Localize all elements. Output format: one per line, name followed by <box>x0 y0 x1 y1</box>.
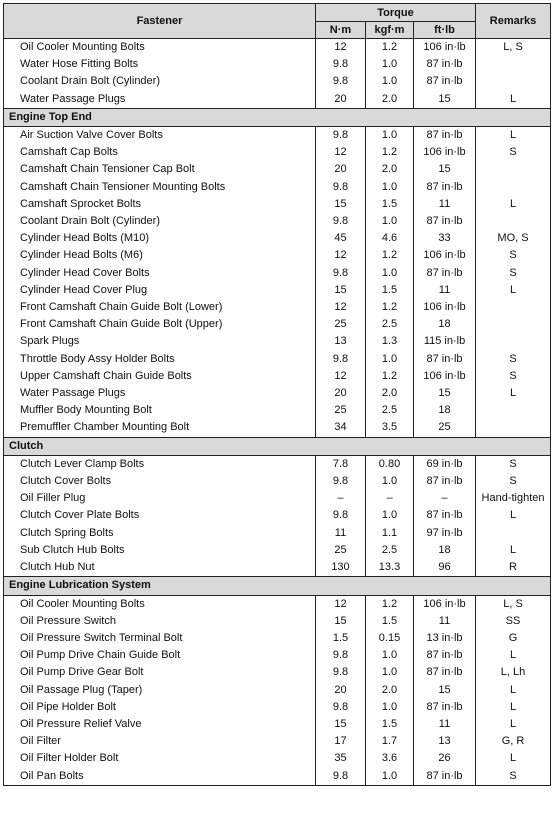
torque-column-header: Torque <box>316 4 476 22</box>
torque-kgfm: 3.5 <box>366 419 414 437</box>
fastener-name: Front Camshaft Chain Guide Bolt (Upper) <box>4 316 316 333</box>
torque-kgfm: 1.0 <box>366 73 414 90</box>
torque-nm: 25 <box>316 402 366 419</box>
fastener-name: Oil Filter <box>4 733 316 750</box>
torque-kgfm: 2.0 <box>366 91 414 109</box>
section-header-row <box>4 577 551 595</box>
fastener-name: Premuffler Chamber Mounting Bolt <box>4 419 316 437</box>
fastener-name: Clutch Lever Clamp Bolts <box>4 455 316 473</box>
remarks-cell: L <box>476 127 551 145</box>
remarks-cell: L <box>476 507 551 524</box>
remarks-cell: L <box>476 647 551 664</box>
torque-nm: 20 <box>316 385 366 402</box>
torque-ftlb: 106 in·lb <box>414 299 476 316</box>
torque-ftlb: 18 <box>414 316 476 333</box>
remarks-cell: Hand-tighten <box>476 490 551 507</box>
torque-ftlb: 13 in·lb <box>414 630 476 647</box>
table-row <box>4 716 551 733</box>
torque-ftlb: 87 in·lb <box>414 768 476 786</box>
torque-ftlb: 87 in·lb <box>414 73 476 90</box>
torque-kgfm: 1.2 <box>366 39 414 57</box>
torque-ftlb: 18 <box>414 542 476 559</box>
torque-nm: 20 <box>316 682 366 699</box>
torque-nm: 130 <box>316 559 366 577</box>
torque-ftlb: 87 in·lb <box>414 351 476 368</box>
remarks-cell <box>476 402 551 419</box>
table-row <box>4 525 551 542</box>
fastener-name: Sub Clutch Hub Bolts <box>4 542 316 559</box>
torque-kgfm: 2.5 <box>366 402 414 419</box>
table-row <box>4 733 551 750</box>
table-row <box>4 179 551 196</box>
torque-kgfm: 2.5 <box>366 542 414 559</box>
torque-kgfm: 1.2 <box>366 299 414 316</box>
torque-kgfm: 1.0 <box>366 213 414 230</box>
torque-ftlb: 106 in·lb <box>414 39 476 57</box>
remarks-cell <box>476 213 551 230</box>
torque-kgfm: 1.5 <box>366 282 414 299</box>
torque-kgfm: 4.6 <box>366 230 414 247</box>
table-row <box>4 559 551 577</box>
torque-ftlb: 87 in·lb <box>414 213 476 230</box>
fastener-name: Coolant Drain Bolt (Cylinder) <box>4 73 316 90</box>
section-header-row <box>4 108 551 126</box>
torque-ftlb: 106 in·lb <box>414 368 476 385</box>
fastener-name: Oil Pressure Switch <box>4 613 316 630</box>
torque-ftlb: 69 in·lb <box>414 455 476 473</box>
unit-nm-header: N·m <box>316 22 366 39</box>
remarks-cell: L <box>476 682 551 699</box>
fastener-name: Camshaft Chain Tensioner Mounting Bolts <box>4 179 316 196</box>
remarks-cell <box>476 333 551 350</box>
table-row <box>4 682 551 699</box>
fastener-name: Oil Pump Drive Gear Bolt <box>4 664 316 681</box>
fastener-name: Air Suction Valve Cover Bolts <box>4 127 316 145</box>
torque-nm: 12 <box>316 39 366 57</box>
torque-kgfm: 0.80 <box>366 455 414 473</box>
fastener-name: Coolant Drain Bolt (Cylinder) <box>4 213 316 230</box>
remarks-cell: L <box>476 542 551 559</box>
torque-ftlb: 15 <box>414 91 476 109</box>
torque-kgfm: 1.0 <box>366 699 414 716</box>
table-row <box>4 39 551 57</box>
fastener-name: Cylinder Head Cover Plug <box>4 282 316 299</box>
section-header-row <box>4 437 551 455</box>
torque-ftlb: 11 <box>414 196 476 213</box>
fastener-name: Camshaft Sprocket Bolts <box>4 196 316 213</box>
torque-kgfm: 1.2 <box>366 247 414 264</box>
torque-nm: 9.8 <box>316 213 366 230</box>
torque-kgfm: 1.1 <box>366 525 414 542</box>
table-row <box>4 127 551 145</box>
torque-ftlb: 96 <box>414 559 476 577</box>
torque-nm: 12 <box>316 299 366 316</box>
fastener-name: Camshaft Chain Tensioner Cap Bolt <box>4 161 316 178</box>
torque-ftlb: 13 <box>414 733 476 750</box>
torque-nm: 9.8 <box>316 351 366 368</box>
remarks-cell: S <box>476 265 551 282</box>
table-row <box>4 230 551 247</box>
table-row <box>4 385 551 402</box>
torque-kgfm: 1.3 <box>366 333 414 350</box>
torque-kgfm: 1.0 <box>366 664 414 681</box>
remarks-cell: S <box>476 473 551 490</box>
torque-kgfm: 1.0 <box>366 265 414 282</box>
unit-ftlb-header: ft·lb <box>414 22 476 39</box>
fastener-name: Clutch Hub Nut <box>4 559 316 577</box>
fastener-name: Oil Filler Plug <box>4 490 316 507</box>
section-title: Clutch <box>4 437 551 455</box>
table-row <box>4 699 551 716</box>
torque-nm: 25 <box>316 542 366 559</box>
fastener-name: Water Passage Plugs <box>4 91 316 109</box>
torque-nm: 15 <box>316 716 366 733</box>
fastener-name: Clutch Spring Bolts <box>4 525 316 542</box>
torque-ftlb: 87 in·lb <box>414 56 476 73</box>
fastener-name: Oil Filter Holder Bolt <box>4 750 316 767</box>
torque-table <box>3 3 551 786</box>
torque-kgfm: 1.0 <box>366 768 414 786</box>
torque-ftlb: 106 in·lb <box>414 144 476 161</box>
torque-ftlb: 11 <box>414 716 476 733</box>
table-row <box>4 213 551 230</box>
torque-kgfm: 2.0 <box>366 385 414 402</box>
torque-ftlb: 26 <box>414 750 476 767</box>
torque-nm: 17 <box>316 733 366 750</box>
remarks-cell <box>476 299 551 316</box>
fastener-name: Oil Pressure Relief Valve <box>4 716 316 733</box>
remarks-cell: MO, S <box>476 230 551 247</box>
torque-ftlb: 115 in·lb <box>414 333 476 350</box>
torque-kgfm: 1.0 <box>366 179 414 196</box>
remarks-cell <box>476 419 551 437</box>
torque-ftlb: 87 in·lb <box>414 507 476 524</box>
table-row <box>4 750 551 767</box>
fastener-column-header: Fastener <box>4 4 316 39</box>
torque-nm: 9.8 <box>316 507 366 524</box>
torque-ftlb: 87 in·lb <box>414 664 476 681</box>
table-row <box>4 664 551 681</box>
torque-kgfm: 3.6 <box>366 750 414 767</box>
table-row <box>4 368 551 385</box>
torque-nm: 15 <box>316 282 366 299</box>
table-row <box>4 768 551 786</box>
remarks-cell: L, S <box>476 595 551 613</box>
remarks-cell: L <box>476 750 551 767</box>
torque-nm: 12 <box>316 247 366 264</box>
torque-nm: 12 <box>316 595 366 613</box>
torque-kgfm: 1.7 <box>366 733 414 750</box>
torque-kgfm: 1.5 <box>366 613 414 630</box>
torque-nm: 9.8 <box>316 647 366 664</box>
torque-kgfm: 1.2 <box>366 368 414 385</box>
torque-nm: 15 <box>316 613 366 630</box>
torque-ftlb: 11 <box>414 282 476 299</box>
table-row <box>4 91 551 109</box>
fastener-name: Oil Cooler Mounting Bolts <box>4 595 316 613</box>
torque-ftlb: 11 <box>414 613 476 630</box>
torque-kgfm: 0.15 <box>366 630 414 647</box>
table-row <box>4 299 551 316</box>
remarks-cell <box>476 73 551 90</box>
torque-nm: 11 <box>316 525 366 542</box>
torque-nm: 9.8 <box>316 699 366 716</box>
table-row <box>4 161 551 178</box>
fastener-name: Oil Pan Bolts <box>4 768 316 786</box>
torque-nm: 15 <box>316 196 366 213</box>
table-header <box>4 4 551 39</box>
torque-ftlb: 15 <box>414 161 476 178</box>
torque-kgfm: 1.0 <box>366 507 414 524</box>
torque-nm: – <box>316 490 366 507</box>
table-row <box>4 196 551 213</box>
table-row <box>4 490 551 507</box>
remarks-column-header: Remarks <box>476 4 551 39</box>
torque-ftlb: 97 in·lb <box>414 525 476 542</box>
table-row <box>4 473 551 490</box>
remarks-cell: L <box>476 699 551 716</box>
torque-nm: 25 <box>316 316 366 333</box>
fastener-name: Spark Plugs <box>4 333 316 350</box>
torque-nm: 20 <box>316 161 366 178</box>
remarks-cell: L <box>476 385 551 402</box>
torque-ftlb: 25 <box>414 419 476 437</box>
remarks-cell: L <box>476 716 551 733</box>
remarks-cell <box>476 56 551 73</box>
section-title: Engine Lubrication System <box>4 577 551 595</box>
table-row <box>4 630 551 647</box>
table-row <box>4 247 551 264</box>
fastener-name: Oil Pump Drive Chain Guide Bolt <box>4 647 316 664</box>
fastener-name: Camshaft Cap Bolts <box>4 144 316 161</box>
torque-nm: 9.8 <box>316 56 366 73</box>
torque-nm: 9.8 <box>316 473 366 490</box>
torque-nm: 9.8 <box>316 664 366 681</box>
remarks-cell: S <box>476 144 551 161</box>
torque-nm: 12 <box>316 144 366 161</box>
torque-kgfm: 1.0 <box>366 56 414 73</box>
unit-kgfm-header: kgf·m <box>366 22 414 39</box>
table-row <box>4 316 551 333</box>
table-row <box>4 73 551 90</box>
fastener-name: Front Camshaft Chain Guide Bolt (Lower) <box>4 299 316 316</box>
fastener-name: Upper Camshaft Chain Guide Bolts <box>4 368 316 385</box>
torque-ftlb: 87 in·lb <box>414 647 476 664</box>
torque-nm: 20 <box>316 91 366 109</box>
torque-ftlb: 18 <box>414 402 476 419</box>
torque-nm: 9.8 <box>316 768 366 786</box>
table-row <box>4 265 551 282</box>
fastener-name: Clutch Cover Plate Bolts <box>4 507 316 524</box>
torque-ftlb: 87 in·lb <box>414 127 476 145</box>
remarks-cell: S <box>476 247 551 264</box>
torque-ftlb: 15 <box>414 682 476 699</box>
torque-nm: 9.8 <box>316 265 366 282</box>
fastener-name: Oil Pipe Holder Bolt <box>4 699 316 716</box>
fastener-name: Water Hose Fitting Bolts <box>4 56 316 73</box>
table-row <box>4 351 551 368</box>
table-row <box>4 419 551 437</box>
torque-kgfm: 1.2 <box>366 144 414 161</box>
torque-kgfm: 2.0 <box>366 682 414 699</box>
torque-kgfm: 2.0 <box>366 161 414 178</box>
remarks-cell: G <box>476 630 551 647</box>
fastener-name: Cylinder Head Bolts (M6) <box>4 247 316 264</box>
table-row <box>4 56 551 73</box>
table-row <box>4 282 551 299</box>
torque-ftlb: 87 in·lb <box>414 179 476 196</box>
torque-kgfm: 13.3 <box>366 559 414 577</box>
table-row <box>4 613 551 630</box>
fastener-name: Oil Pressure Switch Terminal Bolt <box>4 630 316 647</box>
remarks-cell: L <box>476 196 551 213</box>
torque-ftlb: 106 in·lb <box>414 247 476 264</box>
table-row <box>4 647 551 664</box>
table-body <box>4 39 551 786</box>
torque-nm: 45 <box>316 230 366 247</box>
fastener-name: Water Passage Plugs <box>4 385 316 402</box>
remarks-cell: R <box>476 559 551 577</box>
torque-ftlb: 106 in·lb <box>414 595 476 613</box>
torque-kgfm: 1.0 <box>366 647 414 664</box>
torque-nm: 9.8 <box>316 179 366 196</box>
remarks-cell: L <box>476 91 551 109</box>
torque-ftlb: – <box>414 490 476 507</box>
fastener-name: Oil Passage Plug (Taper) <box>4 682 316 699</box>
torque-nm: 13 <box>316 333 366 350</box>
torque-kgfm: – <box>366 490 414 507</box>
torque-nm: 1.5 <box>316 630 366 647</box>
table-row <box>4 333 551 350</box>
table-row <box>4 402 551 419</box>
torque-nm: 9.8 <box>316 73 366 90</box>
section-title: Engine Top End <box>4 108 551 126</box>
table-row <box>4 144 551 161</box>
table-row <box>4 507 551 524</box>
fastener-name: Cylinder Head Cover Bolts <box>4 265 316 282</box>
fastener-name: Cylinder Head Bolts (M10) <box>4 230 316 247</box>
torque-ftlb: 15 <box>414 385 476 402</box>
remarks-cell: S <box>476 768 551 786</box>
remarks-cell <box>476 161 551 178</box>
fastener-name: Muffler Body Mounting Bolt <box>4 402 316 419</box>
torque-nm: 34 <box>316 419 366 437</box>
remarks-cell <box>476 179 551 196</box>
torque-ftlb: 87 in·lb <box>414 699 476 716</box>
torque-ftlb: 33 <box>414 230 476 247</box>
torque-nm: 9.8 <box>316 127 366 145</box>
torque-kgfm: 1.0 <box>366 127 414 145</box>
remarks-cell: SS <box>476 613 551 630</box>
remarks-cell: S <box>476 351 551 368</box>
torque-ftlb: 87 in·lb <box>414 473 476 490</box>
remarks-cell <box>476 525 551 542</box>
table-row <box>4 595 551 613</box>
fastener-name: Oil Cooler Mounting Bolts <box>4 39 316 57</box>
fastener-name: Clutch Cover Bolts <box>4 473 316 490</box>
remarks-cell <box>476 316 551 333</box>
table-row <box>4 542 551 559</box>
torque-nm: 7.8 <box>316 455 366 473</box>
torque-ftlb: 87 in·lb <box>414 265 476 282</box>
remarks-cell: L <box>476 282 551 299</box>
torque-kgfm: 1.0 <box>366 351 414 368</box>
torque-kgfm: 1.2 <box>366 595 414 613</box>
torque-kgfm: 2.5 <box>366 316 414 333</box>
remarks-cell: L, S <box>476 39 551 57</box>
remarks-cell: S <box>476 368 551 385</box>
remarks-cell: G, R <box>476 733 551 750</box>
torque-kgfm: 1.5 <box>366 196 414 213</box>
torque-kgfm: 1.5 <box>366 716 414 733</box>
remarks-cell: L, Lh <box>476 664 551 681</box>
torque-kgfm: 1.0 <box>366 473 414 490</box>
fastener-name: Throttle Body Assy Holder Bolts <box>4 351 316 368</box>
torque-nm: 12 <box>316 368 366 385</box>
remarks-cell: S <box>476 455 551 473</box>
torque-nm: 35 <box>316 750 366 767</box>
table-row <box>4 455 551 473</box>
